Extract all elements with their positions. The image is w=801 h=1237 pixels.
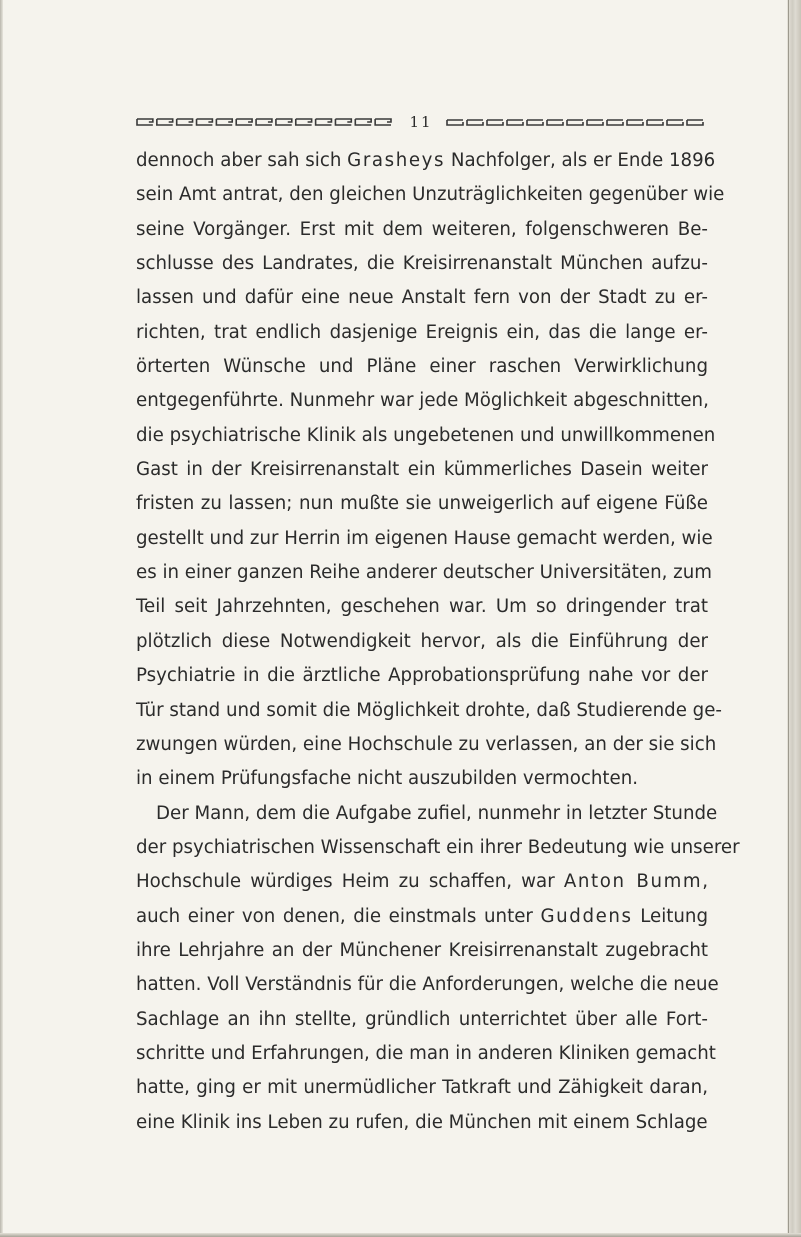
text-segment: schritte und Erfahrungen, die man in anderen Kliniken gemacht [136,1042,716,1064]
ornament-segment [335,119,351,125]
text-line [136,144,716,178]
text-line [136,831,740,865]
text-line [136,968,719,1002]
text-segment: die psychiatrische Klinik als ungebetenen und unwillkommenen [136,424,716,446]
paragraph [136,797,740,1140]
text-line [136,213,708,247]
text-line [136,419,716,453]
spaced-name: Anton Bumm [563,871,703,893]
text-segment: Tür stand und somit die Möglichkeit drohte, daß Studierende ge- [136,699,722,721]
text-segment: dennoch aber sah sich [136,150,348,171]
text-segment: entgegenführte. Nunmehr war jede Möglichkeit abgeschnitten, [136,390,709,412]
ornament-segment [667,120,683,125]
text-segment: Nachfolger, als er Ende 1896 [445,150,716,171]
ornament-segment [687,120,703,125]
text-line [136,453,708,487]
text-segment: hatten. Voll Verständnis für die Anforderungen, welche die neue [136,974,719,996]
text-line [136,1037,716,1071]
scan-edge-bottom [0,1233,801,1237]
text-segment: auch einer von denen, die einstmals unter [136,905,541,927]
ornament-segment [316,119,332,125]
text-segment: , [702,871,708,893]
text-segment: hatte, ging er mit unermüdlicher Tatkraft und Zähigkeit daran, [136,1077,708,1099]
ornament-segment [507,120,523,125]
text-segment: sein Amt antrat, den gleichen Unzuträglichkeiten gegenüber wie [136,184,725,206]
text-line [136,797,718,831]
text-segment: der psychiatrischen Wissenschaft ein ihrer Bedeutung wie unserer [136,836,740,858]
book-gutter-edge [787,0,801,1237]
text-segment: zwungen würden, eine Hochschule zu verlassen, an der sie sich [136,733,717,755]
text-segment: in einem Prüfungsfache nicht auszubilden vermochten. [136,768,639,790]
ornament-segment [216,119,232,125]
ornament-segment [527,120,543,125]
text-line [136,900,708,934]
ornament-segment [547,120,563,125]
text-segment: Hochschule würdiges Heim zu schaffen, war [136,871,564,893]
ornament-segment [567,120,583,125]
text-segment: fristen zu lassen; nun mußte sie unweigerlich auf eigene Füße [136,493,708,515]
text-line [136,522,713,556]
ornament-segment [647,120,663,125]
text-line [136,1106,708,1140]
text-segment: plötzlich diese Notwendigkeit hervor, als die Einführung der [136,630,708,652]
ornament-segment [467,120,483,125]
text-line [136,556,712,590]
text-segment: lassen und dafür eine neue Anstalt fern von der Stadt zu er- [136,287,708,309]
text-segment: örterten Wünsche und Pläne einer raschen Verwirklichung [136,356,708,378]
ornament-segment [197,119,213,125]
text-segment: gestellt und zur Herrin im eigenen Hause gemacht werden, wie [136,527,713,549]
ornament-segment [256,119,272,125]
text-line [136,487,708,521]
text-line [136,625,708,659]
ornament-segment [296,119,312,125]
text-segment: eine Klinik ins Leben zu rufen, die München mit einem Schlage [136,1111,708,1133]
spaced-name: Guddens [540,905,633,927]
ornament-segment [137,119,153,125]
ornament-border-right-icon [446,117,708,128]
text-segment: ihre Lehrjahre an der Münchener Kreisirrenanstalt zugebracht [136,939,708,961]
ornament-segment [375,119,391,125]
text-line [136,247,708,281]
spaced-name: Grasheys [347,150,446,171]
book-gutter-line [788,0,789,1237]
text-segment: Leitung [632,905,708,927]
ornament-segment [157,119,173,125]
ornament-segment [355,119,371,125]
text-segment: Psychiatrie in die ärztliche Approbationsprüfung nahe vor der [136,665,708,687]
text-segment: Gast in der Kreisirrenanstalt ein kümmerliches Dasein weiter [136,459,708,481]
body-text [136,144,740,1140]
text-line [136,728,717,762]
running-header [136,113,708,133]
ornament-segment [607,120,623,125]
text-segment: seine Vorgänger. Erst mit dem weiteren, folgenschweren Be- [136,218,708,240]
text-line [136,1071,708,1105]
ornament-segment [276,119,292,125]
text-segment: Der Mann, dem die Aufgabe zufiel, nunmehr in letzter Stunde [156,802,718,824]
text-line [136,178,725,212]
text-line [136,762,708,796]
text-segment: Sachlage an ihn stellte, gründlich unterrichtet über alle Fort- [136,1008,708,1030]
ornament-border-left-icon [136,117,396,128]
scan-edge-left [0,0,3,1237]
text-line [136,350,708,384]
paragraph [136,144,725,797]
ornament-segment [177,119,193,125]
text-line [136,1003,708,1037]
ornament-segment [447,120,463,125]
text-line [136,659,708,693]
text-line [136,384,708,418]
page-number: 11 [409,113,433,131]
ornament-segment [627,120,643,125]
ornament-segment [487,120,503,125]
text-line [136,281,708,315]
text-line [136,590,708,624]
text-segment: schlusse des Landrates, die Kreisirrenanstalt München aufzu- [136,253,708,275]
text-line [136,934,708,968]
text-line [136,694,722,728]
ornament-segment [587,120,603,125]
text-segment: es in einer ganzen Reihe anderer deutscher Universitäten, zum [136,562,712,584]
text-line [136,316,708,350]
text-segment: Teil seit Jahrzehnten, geschehen war. Um so dringender trat [136,596,708,618]
text-segment: richten, trat endlich dasjenige Ereignis ein, das die lange er- [136,321,708,343]
ornament-segment [236,119,252,125]
text-line [136,865,708,899]
